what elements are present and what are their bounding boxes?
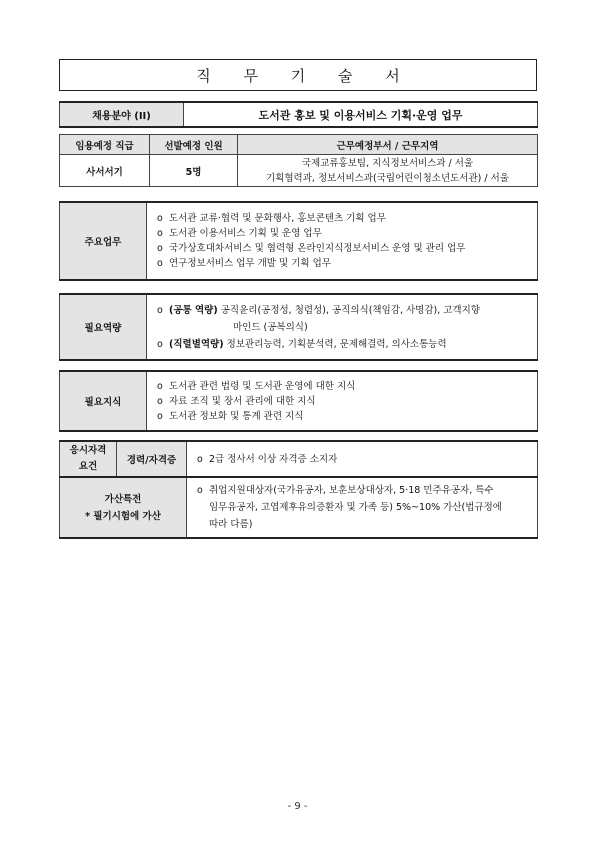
bonus-label-line2: * 필기시험에 가산 xyxy=(85,510,161,522)
list-item xyxy=(157,379,529,394)
field-label: 채용분야 (II) xyxy=(60,102,184,127)
duties-table xyxy=(59,201,538,281)
bonus-line3: 따라 다름) xyxy=(209,519,253,530)
duty-text: 연구정보서비스 업무 개발 및 기획 업무 xyxy=(169,258,331,269)
knowledge-text: 도서관 정보화 및 통계 관련 지식 xyxy=(169,410,304,422)
common-competency-cont: 마인드 (공복의식) xyxy=(233,321,308,333)
info-dept-line1: 국제교류홍보팀, 지식정보서비스과 / 서울 xyxy=(301,157,474,169)
common-competency-text: 공직윤리(공정성, 청렴성), 공직의식(책임감, 사명감), 고객지향 xyxy=(220,304,480,316)
qualification-label xyxy=(60,441,117,477)
competency-list xyxy=(147,294,538,360)
field-table xyxy=(59,101,538,128)
bonus-line1: 취업지원대상자(국가유공자, 보훈보상대상자, 5·18 민주유공자, 특수 xyxy=(209,485,494,496)
field-value: 도서관 홍보 및 이용서비스 기획·운영 업무 xyxy=(184,102,538,127)
bullet-mark: o xyxy=(157,304,163,316)
list-item xyxy=(157,409,529,424)
bullet-mark: o xyxy=(197,485,203,496)
duty-text: 도서관 이용서비스 기획 및 운영 업무 xyxy=(169,228,322,239)
knowledge-table xyxy=(59,370,538,432)
list-item xyxy=(197,452,529,467)
bullet-mark: o xyxy=(157,213,163,224)
bonus-line2: 임무유공자, 고엽제후유의증환자 및 가족 등) 5%~10% 가산(법규정에 xyxy=(209,502,502,513)
page-title-box xyxy=(59,59,537,91)
knowledge-text: 도서관 관련 법령 및 도서관 운영에 대한 지식 xyxy=(169,380,356,392)
list-item xyxy=(157,394,529,409)
info-dept-line2: 기획협력과, 정보서비스과(국립어린이청소년도서관) / 서울 xyxy=(266,172,509,184)
bonus-label xyxy=(60,477,187,538)
qualification-text: 2급 정사서 이상 자격증 소지자 xyxy=(209,453,338,465)
bullet-mark: o xyxy=(157,228,163,239)
list-item xyxy=(157,226,529,241)
common-competency-label: (공통 역량) xyxy=(169,304,218,316)
duties-list xyxy=(147,202,538,280)
bullet-mark: o xyxy=(157,243,163,254)
job-competency-label: (직렬별역량) xyxy=(169,338,224,350)
bullet-mark: o xyxy=(157,258,163,269)
duties-label: 주요업무 xyxy=(60,202,147,280)
qualification-label-line2: 요건 xyxy=(78,461,98,472)
bullet-mark: o xyxy=(197,453,203,465)
bullet-mark: o xyxy=(157,395,163,407)
list-item xyxy=(157,241,529,256)
page-title: 직 무 기 술 서 xyxy=(196,66,414,85)
bonus-label-line1: 가산특전 xyxy=(104,493,142,505)
list-item xyxy=(157,211,529,226)
bullet-mark: o xyxy=(157,410,163,422)
competency-label: 필요역량 xyxy=(60,294,147,360)
info-header-count: 선발예정 인원 xyxy=(150,135,238,155)
duty-text: 도서관 교류·협력 및 문화행사, 홍보콘텐츠 기획 업무 xyxy=(169,213,386,224)
qualification-table xyxy=(59,440,538,539)
qualification-value xyxy=(187,441,538,477)
list-item xyxy=(157,336,529,353)
qualification-label-line1: 응시자격 xyxy=(69,445,107,456)
info-dept xyxy=(238,155,538,187)
info-header-dept: 근무예정부서 / 근무지역 xyxy=(238,135,538,155)
list-item xyxy=(197,482,529,533)
bonus-value xyxy=(187,477,538,538)
info-table xyxy=(59,134,538,187)
job-competency-text: 정보관리능력, 기획분석력, 문제해결력, 의사소통능력 xyxy=(226,338,447,350)
competency-table xyxy=(59,293,538,361)
knowledge-text: 자료 조직 및 장서 관리에 대한 지식 xyxy=(169,395,316,407)
list-item xyxy=(157,302,529,319)
knowledge-label: 필요지식 xyxy=(60,371,147,431)
qualification-sub-label: 경력/자격증 xyxy=(117,441,187,477)
info-count: 5명 xyxy=(150,155,238,187)
list-item xyxy=(157,256,529,271)
bullet-mark: o xyxy=(157,380,163,392)
knowledge-list xyxy=(147,371,538,431)
bullet-mark: o xyxy=(157,338,163,350)
info-rank: 사서서기 xyxy=(60,155,150,187)
info-header-rank: 임용예정 직급 xyxy=(60,135,150,155)
duty-text: 국가상호대차서비스 및 협력형 온라인지식정보서비스 운영 및 관리 업무 xyxy=(169,243,466,254)
page-number: - 9 - xyxy=(287,801,308,812)
